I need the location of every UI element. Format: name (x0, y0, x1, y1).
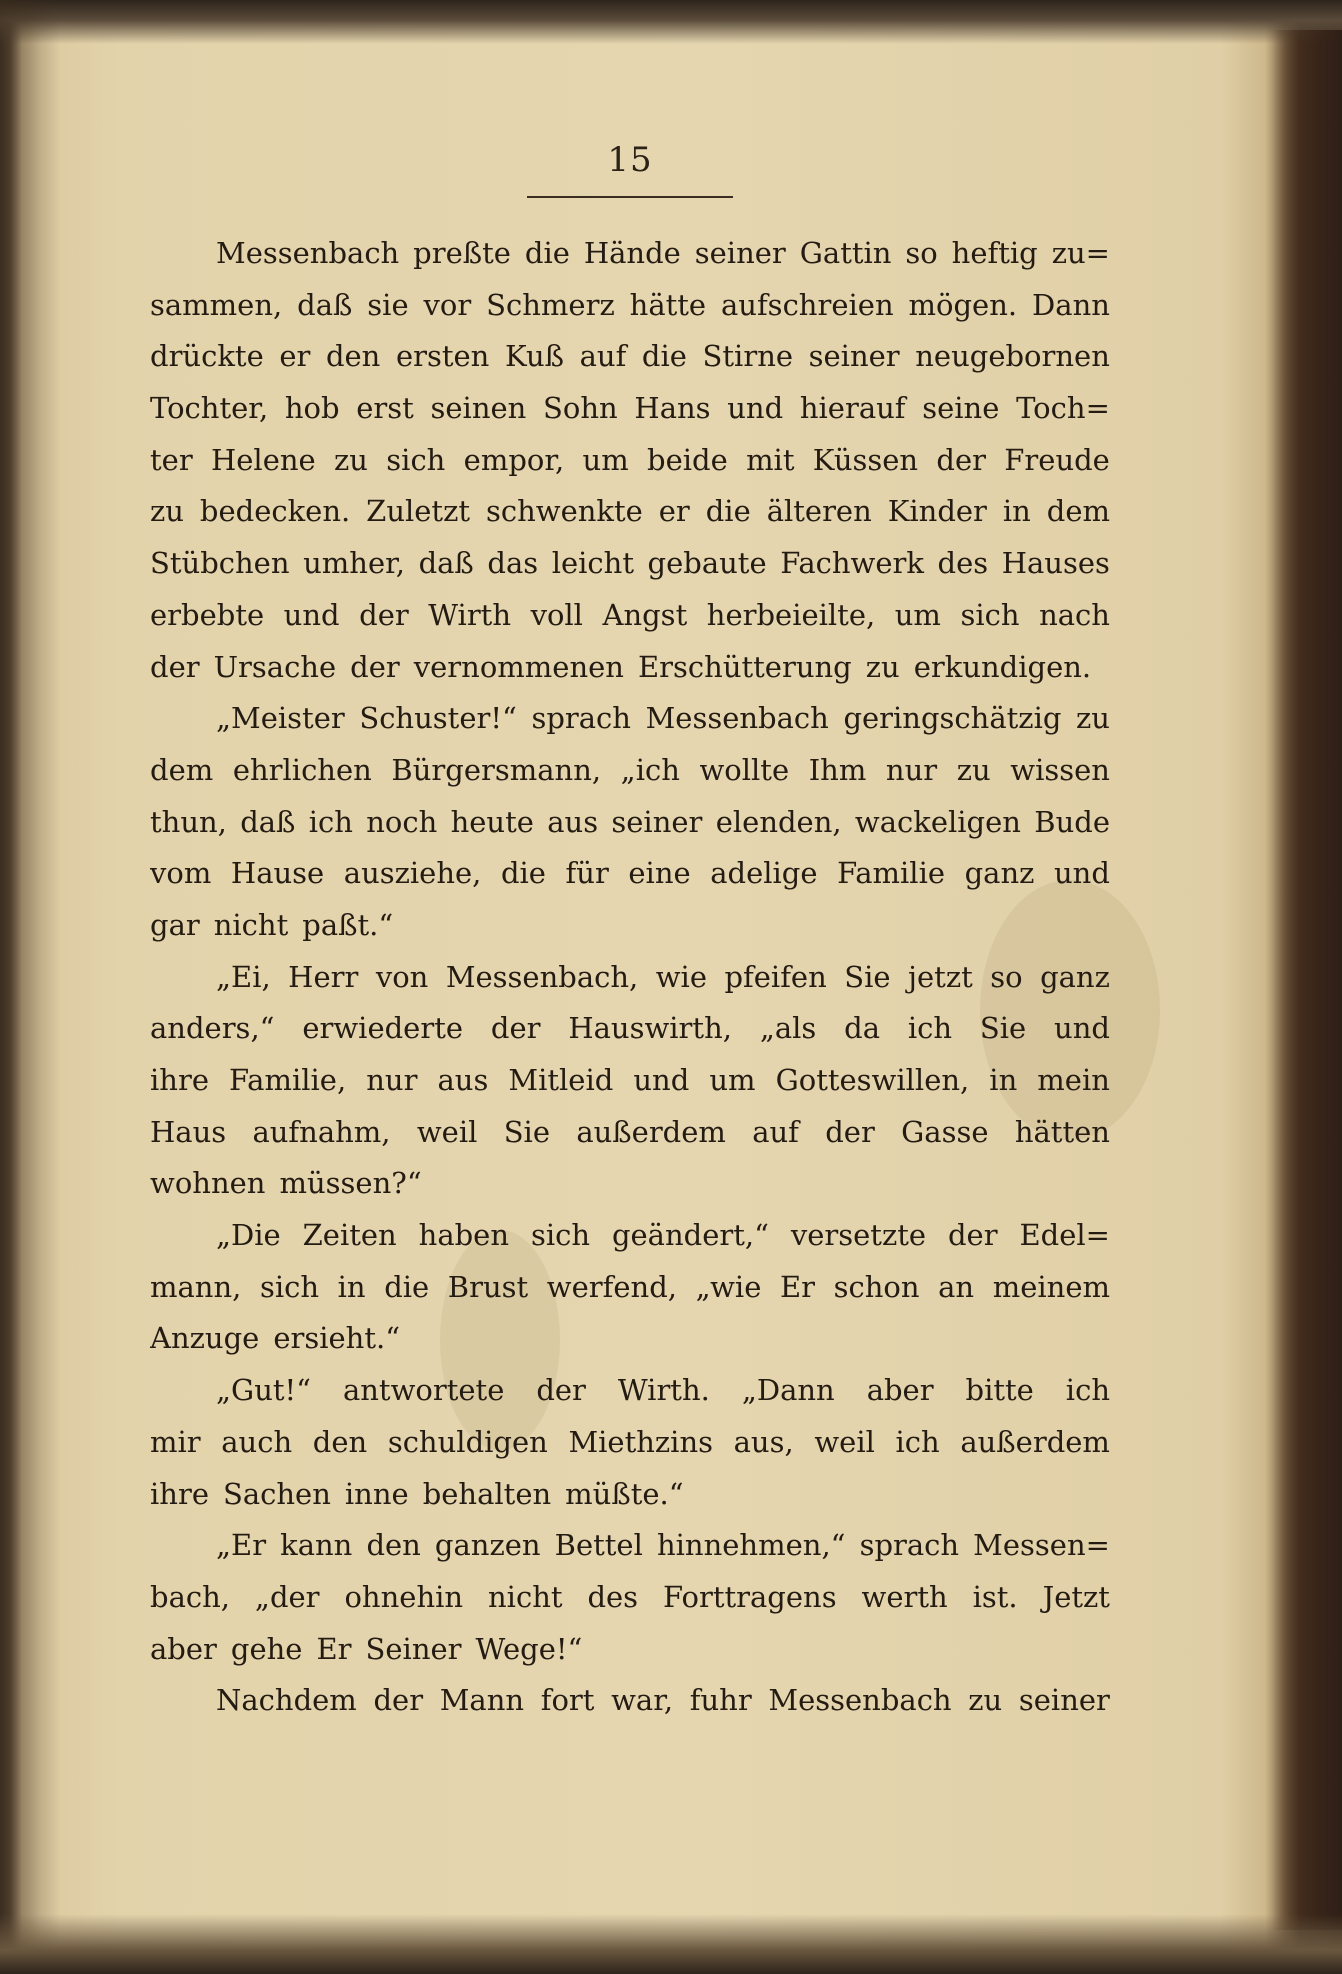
text-word: eine (628, 856, 691, 891)
text-word: Anzuge (150, 1321, 260, 1356)
page-number: 15 (607, 140, 653, 180)
text-word: hinnehmen,“ (656, 1528, 846, 1563)
text-word: der (350, 649, 400, 684)
text-word: ersieht.“ (273, 1321, 401, 1356)
text-word: Bude (1034, 804, 1110, 839)
text-word: den (325, 339, 381, 374)
text-word: erbebte (150, 597, 265, 632)
text-word: Freude (1004, 442, 1110, 477)
text-word: nach (1039, 597, 1110, 632)
text-line (150, 797, 1110, 849)
text-line (150, 1365, 1110, 1417)
text-word: drückte (150, 339, 264, 374)
text-word: Tochter, (150, 391, 269, 426)
text-word: die (524, 236, 570, 270)
text-word: Brust (447, 1269, 529, 1304)
text-word: „wie (695, 1269, 762, 1304)
text-word: weil (416, 1114, 478, 1149)
text-word: die (500, 856, 546, 891)
text-line (150, 1313, 1110, 1365)
text-word: thun, (150, 804, 227, 839)
text-word: ehrlichen (232, 752, 372, 787)
text-word: Hauses (1001, 546, 1110, 581)
text-word: sich (530, 1218, 591, 1253)
book-cover-edge (1272, 30, 1342, 1930)
text-word: Herr (288, 959, 359, 994)
text-word: Ursache (213, 649, 337, 684)
text-word: Dann (1032, 287, 1110, 322)
text-word: mir (150, 1424, 201, 1459)
text-word: daß (418, 546, 474, 581)
text-line (150, 383, 1110, 435)
text-word: vor (423, 287, 472, 322)
text-word: zu (334, 442, 368, 477)
page-content (150, 140, 1110, 1727)
text-word: Stirne (702, 339, 794, 374)
text-word: noch (366, 804, 438, 839)
text-word: Messenbach, (445, 959, 639, 994)
text-word: herbeieilte, (706, 597, 876, 632)
text-word: seiner (808, 339, 900, 374)
text-word: Sachen (222, 1476, 331, 1511)
text-word: zu (1076, 701, 1110, 736)
text-word: aber (150, 1631, 217, 1666)
text-word: war, (611, 1683, 674, 1718)
text-word: Hauswirth, (568, 1011, 732, 1046)
text-word: Miethzins (568, 1424, 714, 1459)
text-line (150, 1003, 1110, 1055)
text-word: Nachdem (216, 1683, 357, 1718)
text-word: Forttragens (662, 1579, 837, 1614)
text-word: schon (833, 1269, 920, 1304)
text-word: seine (922, 391, 1000, 426)
text-word: „Gut!“ (216, 1373, 312, 1408)
text-word: hätte (629, 287, 707, 322)
text-line (150, 228, 1110, 280)
text-word: ersten (395, 339, 490, 374)
text-word: Seiner (365, 1631, 462, 1666)
text-word: sich (386, 442, 446, 477)
text-word: aber (866, 1373, 934, 1408)
text-word: ausziehe, (343, 856, 482, 891)
text-word: zu (968, 1683, 1003, 1718)
text-word: sich (960, 597, 1020, 632)
text-word: preßte (413, 236, 511, 270)
text-word: nicht (488, 1579, 563, 1614)
text-word: inne (344, 1476, 409, 1511)
text-word: kann (280, 1528, 353, 1563)
text-word: er (658, 494, 690, 529)
text-line (150, 1520, 1110, 1572)
text-word: ganz (964, 856, 1035, 891)
text-word: um (709, 1063, 756, 1097)
text-word: daß (297, 287, 353, 322)
text-word: mögen. (908, 287, 1018, 322)
text-word: dem (1046, 494, 1110, 529)
text-word: Familie (837, 856, 946, 891)
text-word: Sie (503, 1114, 550, 1149)
text-word: sammen, (150, 287, 283, 322)
text-word: Gotteswillen, (775, 1063, 970, 1097)
text-word: sprach (859, 1528, 960, 1563)
text-word: Hände (583, 236, 681, 270)
text-word: ihre (150, 1063, 209, 1097)
text-line (150, 642, 1110, 694)
text-word: Messenbach (768, 1683, 952, 1718)
text-word: ich (895, 1424, 940, 1459)
text-word: auch (221, 1424, 293, 1459)
text-word: meinem (992, 1269, 1110, 1304)
text-word: wie (655, 959, 707, 994)
text-word: wackeligen (854, 804, 1021, 839)
text-word: schuldigen (387, 1424, 548, 1459)
bottom-page-edge (0, 1914, 1342, 1974)
text-word: beide (647, 442, 728, 477)
text-word: Bürgersmann, (391, 752, 602, 787)
text-word: Hans (634, 391, 711, 426)
text-word: auf (579, 339, 627, 374)
text-word: um (582, 442, 629, 477)
text-line (150, 486, 1110, 538)
text-word: Wirth. (617, 1373, 710, 1408)
text-word: vom (150, 856, 212, 891)
text-word: ich (1065, 1373, 1110, 1408)
text-line (150, 1572, 1110, 1624)
text-word: elenden, (715, 804, 842, 839)
text-word: hob (284, 391, 340, 426)
text-word: geringschätzig (843, 701, 1062, 736)
text-word: aufschreien (720, 287, 894, 322)
text-word: Zuletzt (366, 494, 471, 529)
text-word: wohnen (150, 1166, 266, 1201)
text-word: seiner (694, 236, 786, 270)
text-word: Erschütterung (637, 649, 852, 684)
text-word: „als (759, 1011, 817, 1046)
text-word: Kuß (504, 339, 565, 374)
text-word: außerdem (960, 1424, 1110, 1459)
text-word: wollte (699, 752, 790, 787)
text-word: da (844, 1011, 880, 1046)
text-word: Zeiten (302, 1218, 397, 1253)
text-word: der (825, 1114, 875, 1149)
text-line (150, 1055, 1110, 1107)
text-word: zu (150, 494, 184, 529)
text-line (150, 693, 1110, 745)
text-word: das (487, 546, 539, 581)
text-word: zu (956, 752, 991, 787)
text-word: voll (530, 597, 583, 632)
text-word: ich (308, 804, 353, 839)
text-word: Bettel (554, 1528, 643, 1563)
text-word: um (894, 597, 941, 632)
text-word: müssen?“ (279, 1166, 422, 1201)
text-word: außerdem (576, 1114, 726, 1149)
binding-gutter-shadow (0, 0, 60, 1974)
text-word: Er (316, 1631, 352, 1666)
text-word: Hause (230, 856, 325, 891)
text-word: sich (259, 1269, 320, 1304)
text-word: gebaute (647, 546, 767, 581)
text-word: ihre (150, 1476, 209, 1511)
text-word: Gasse (901, 1114, 989, 1149)
text-word: aufnahm, (252, 1114, 391, 1149)
text-word: vernommenen (413, 649, 624, 684)
text-word: bedecken. (199, 494, 351, 529)
text-word: der (150, 649, 200, 684)
text-word: Gattin (799, 236, 892, 270)
text-word: mann, (150, 1269, 242, 1304)
text-word: gar (150, 907, 200, 942)
text-word: daß (240, 804, 296, 839)
text-word: in (1002, 494, 1031, 529)
text-word: ganz (1040, 959, 1110, 994)
text-word: und (1054, 1011, 1110, 1046)
text-word: Ihm (808, 752, 867, 787)
text-word: der (936, 442, 986, 477)
text-line (150, 1210, 1110, 1262)
text-line (150, 745, 1110, 797)
text-word: behalten (422, 1476, 552, 1511)
text-word: der (536, 1373, 586, 1408)
text-word: erwiederte (302, 1011, 464, 1046)
text-line (150, 590, 1110, 642)
text-word: nur (366, 1063, 418, 1097)
text-word: weil (814, 1424, 875, 1459)
text-word: sie (367, 287, 409, 322)
text-word: müßte.“ (565, 1476, 684, 1511)
text-word: die (384, 1269, 430, 1304)
text-word: „Er (216, 1528, 267, 1563)
text-word: fort (540, 1683, 595, 1718)
text-line (150, 1262, 1110, 1314)
text-word: bitte (965, 1373, 1034, 1408)
text-word: paßt.“ (302, 907, 394, 942)
text-word: seiner (611, 804, 703, 839)
text-word: die (641, 339, 687, 374)
text-word: auf (752, 1114, 799, 1149)
text-line (150, 1417, 1110, 1469)
text-word: „ich (620, 752, 680, 787)
text-word: nicht (213, 907, 289, 942)
text-word: aus (547, 804, 599, 839)
text-line (150, 435, 1110, 487)
text-word: Wirth (428, 597, 512, 632)
text-word: aus (437, 1063, 489, 1097)
text-word: fuhr (689, 1683, 752, 1718)
text-word: adelige (710, 856, 818, 891)
text-word: nur (885, 752, 938, 787)
text-word: werfend, (546, 1269, 677, 1304)
text-word: dem (150, 752, 214, 787)
text-word: und (633, 1063, 690, 1097)
text-word: mein (1037, 1063, 1110, 1097)
text-word: die (705, 494, 751, 529)
text-word: Sie (844, 959, 891, 994)
text-word: der (947, 1218, 998, 1253)
text-word: „der (254, 1579, 320, 1614)
text-word: erst (356, 391, 414, 426)
text-word: „Die (216, 1218, 281, 1253)
text-word: anders,“ (150, 1011, 275, 1046)
text-word: hierauf (799, 391, 906, 426)
text-word: so (905, 236, 938, 270)
text-word: werth (861, 1579, 948, 1614)
text-line (150, 1675, 1110, 1727)
text-line (150, 1158, 1110, 1210)
text-word: „Meister (216, 701, 345, 736)
text-word: ohnehin (344, 1579, 464, 1614)
text-word: so (990, 959, 1023, 994)
text-line (150, 900, 1110, 952)
text-word: Jetzt (1042, 1579, 1110, 1614)
text-word: aus, (733, 1424, 794, 1459)
text-word: umher, (303, 546, 406, 581)
text-word: Schmerz (486, 287, 615, 322)
text-word: Messenbach (216, 236, 400, 270)
text-word: „Dann (741, 1373, 835, 1408)
text-word: Toch= (1016, 391, 1110, 426)
text-word: Er (779, 1269, 815, 1304)
text-word: in (337, 1269, 366, 1304)
text-line (150, 280, 1110, 332)
text-word: leicht (551, 546, 634, 581)
text-word: Familie, (229, 1063, 347, 1097)
text-word: Schuster!“ (359, 701, 517, 736)
text-line (150, 952, 1110, 1004)
text-word: schwenkte (485, 494, 643, 529)
text-word: gehe (230, 1631, 303, 1666)
text-word: der (373, 1683, 424, 1718)
text-word: Messen= (973, 1528, 1110, 1563)
text-word: den (312, 1424, 368, 1459)
text-word: des (587, 1579, 639, 1614)
body-text (150, 228, 1110, 1727)
text-word: pfeifen (724, 959, 827, 994)
text-word: ganzen (434, 1528, 541, 1563)
text-word: Helene (210, 442, 316, 477)
text-word: wissen (1010, 752, 1110, 787)
text-line (150, 538, 1110, 590)
text-word: Haus (150, 1114, 227, 1149)
text-line (150, 1107, 1110, 1159)
text-word: seinen (430, 391, 527, 426)
text-word: Mitleid (508, 1063, 614, 1097)
text-word: jetzt (908, 959, 973, 994)
text-word: Küssen (812, 442, 919, 477)
text-word: ter (150, 442, 193, 477)
text-word: mit (746, 442, 795, 477)
text-word: „Ei, (216, 959, 271, 994)
text-word: neugebornen (915, 339, 1110, 374)
text-line (150, 1469, 1110, 1521)
text-word: heute (450, 804, 534, 839)
text-word: in (989, 1063, 1018, 1097)
text-word: haben (418, 1218, 510, 1253)
text-word: ich (907, 1011, 953, 1046)
text-word: sprach (531, 701, 631, 736)
text-word: seiner (1018, 1683, 1110, 1718)
text-word: älteren (766, 494, 872, 529)
text-word: der (359, 597, 409, 632)
text-word: für (565, 856, 609, 891)
text-word: antwortete (342, 1373, 505, 1408)
text-word: erkundigen. (913, 649, 1092, 684)
text-word: bach, (150, 1579, 230, 1614)
text-line (150, 331, 1110, 383)
text-word: Fachwerk (780, 546, 924, 581)
text-word: und (283, 597, 340, 632)
text-word: geändert,“ (611, 1218, 769, 1253)
text-word: den (366, 1528, 421, 1563)
text-word: zu (865, 649, 900, 684)
text-word: Stübchen (150, 546, 290, 581)
text-word: Mann (439, 1683, 525, 1718)
text-line (150, 848, 1110, 900)
text-word: und (1053, 856, 1110, 891)
text-word: von (375, 959, 429, 994)
text-word: und (727, 391, 784, 426)
text-word: der (490, 1011, 541, 1046)
text-word: empor, (463, 442, 565, 477)
text-word: an (938, 1269, 975, 1304)
header-rule (527, 196, 733, 198)
text-word: ist. (972, 1579, 1018, 1614)
text-word: Edel= (1019, 1218, 1110, 1253)
text-word: Messenbach (645, 701, 829, 736)
text-word: Sohn (543, 391, 618, 426)
text-word: des (937, 546, 989, 581)
text-word: Sie (979, 1011, 1027, 1046)
text-word: Angst (602, 597, 688, 632)
text-word: hätten (1014, 1114, 1110, 1149)
text-word: zu= (1051, 236, 1110, 270)
text-word: versetzte (790, 1218, 927, 1253)
text-line (150, 1624, 1110, 1676)
text-word: heftig (951, 236, 1038, 270)
text-word: Wege!“ (475, 1631, 583, 1666)
text-word: er (279, 339, 311, 374)
text-word: Kinder (887, 494, 987, 529)
top-page-edge (0, 0, 1342, 44)
